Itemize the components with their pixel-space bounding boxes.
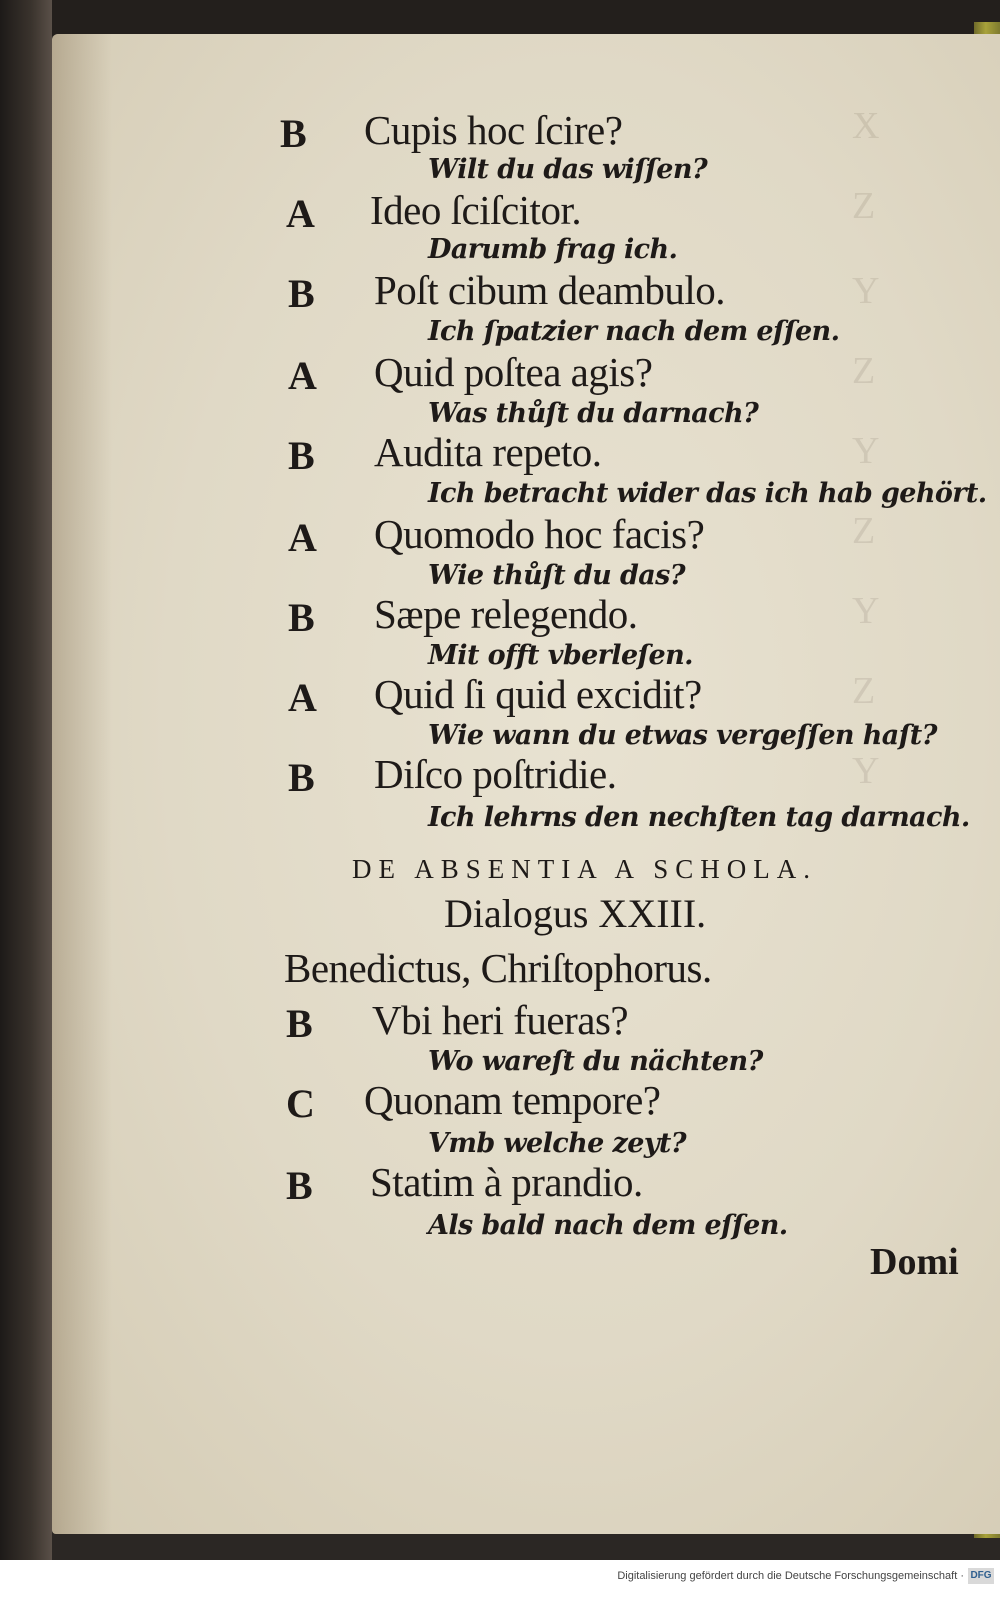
german-line: Ich lehrns den nechſten tag darnach. bbox=[428, 802, 970, 833]
show-through-bleed: Z bbox=[852, 185, 876, 227]
german-line: Wo wareſt du nächten? bbox=[428, 1046, 763, 1077]
speaker-mark: A bbox=[288, 675, 317, 720]
german-line: Wie wann du etwas vergeſſen haſt? bbox=[428, 720, 937, 751]
digitization-footer bbox=[0, 1560, 1000, 1601]
latin-line: Vbi heri fueras? bbox=[372, 997, 629, 1043]
german-line: Als bald nach dem eſſen. bbox=[428, 1210, 788, 1241]
latin-line: Quonam tempore? bbox=[364, 1077, 661, 1123]
show-through-bleed: Y bbox=[852, 750, 880, 792]
show-through-bleed: Y bbox=[852, 590, 880, 632]
speaker-mark: A bbox=[288, 515, 317, 560]
speaker-mark: B bbox=[280, 111, 307, 156]
latin-line: Quomodo hoc facis? bbox=[374, 511, 705, 557]
show-through-bleed: Y bbox=[852, 430, 880, 472]
german-line: Ich betracht wider das ich hab gehört. bbox=[428, 478, 987, 509]
speaker-mark: B bbox=[288, 271, 315, 316]
latin-line: Audita repeto. bbox=[374, 429, 602, 475]
latin-line: Cupis hoc ſcire? bbox=[364, 107, 623, 153]
latin-line: Statim à prandio. bbox=[370, 1159, 643, 1205]
german-line: Mit offt vberleſen. bbox=[428, 640, 693, 671]
latin-line: Ideo ſciſcitor. bbox=[370, 187, 582, 233]
german-line: Ich ſpatzier nach dem eſſen. bbox=[428, 316, 840, 347]
speaker-mark: B bbox=[286, 1163, 313, 1208]
speaker-mark: C bbox=[286, 1081, 315, 1126]
show-through-bleed: Y bbox=[852, 270, 880, 312]
dialogue-title: Dialogus XXIII. bbox=[444, 891, 707, 936]
german-line: Wilt du das wiſſen? bbox=[428, 154, 708, 185]
speaker-mark: B bbox=[288, 755, 315, 800]
german-line: Vmb welche zeyt? bbox=[428, 1128, 687, 1159]
footer-credit: Digitalisierung gefördert durch die Deutsche Forschungsgemeinschaft · bbox=[617, 1570, 964, 1582]
dialogue-participants: Benedictus, Chriſtophorus. bbox=[284, 945, 712, 991]
latin-line: Poſt cibum deambulo. bbox=[374, 267, 725, 313]
book-page bbox=[52, 34, 1000, 1534]
book-spine bbox=[0, 0, 52, 1560]
latin-line: Quid ſi quid excidit? bbox=[374, 671, 702, 717]
section-heading: DE ABSENTIA A SCHOLA. bbox=[352, 854, 818, 884]
german-line: Wie thůſt du das? bbox=[428, 560, 686, 591]
show-through-bleed: Z bbox=[852, 510, 876, 552]
german-line: Was thůſt du darnach? bbox=[428, 398, 759, 429]
german-line: Darumb frag ich. bbox=[428, 234, 678, 265]
speaker-mark: B bbox=[288, 595, 315, 640]
latin-line: Quid poſtea agis? bbox=[374, 349, 653, 395]
speaker-mark: B bbox=[288, 433, 315, 478]
latin-line: Sæpe relegendo. bbox=[374, 591, 638, 637]
show-through-bleed: Z bbox=[852, 350, 876, 392]
show-through-bleed: Z bbox=[852, 670, 876, 712]
scan-top-edge bbox=[0, 0, 1000, 36]
catchword: Domi bbox=[870, 1241, 959, 1283]
speaker-mark: A bbox=[288, 353, 317, 398]
show-through-bleed: X bbox=[852, 105, 880, 147]
latin-line: Diſco poſtridie. bbox=[374, 751, 617, 797]
speaker-mark: A bbox=[286, 191, 315, 236]
dfg-logo-icon: DFG bbox=[968, 1568, 994, 1584]
speaker-mark: B bbox=[286, 1001, 313, 1046]
